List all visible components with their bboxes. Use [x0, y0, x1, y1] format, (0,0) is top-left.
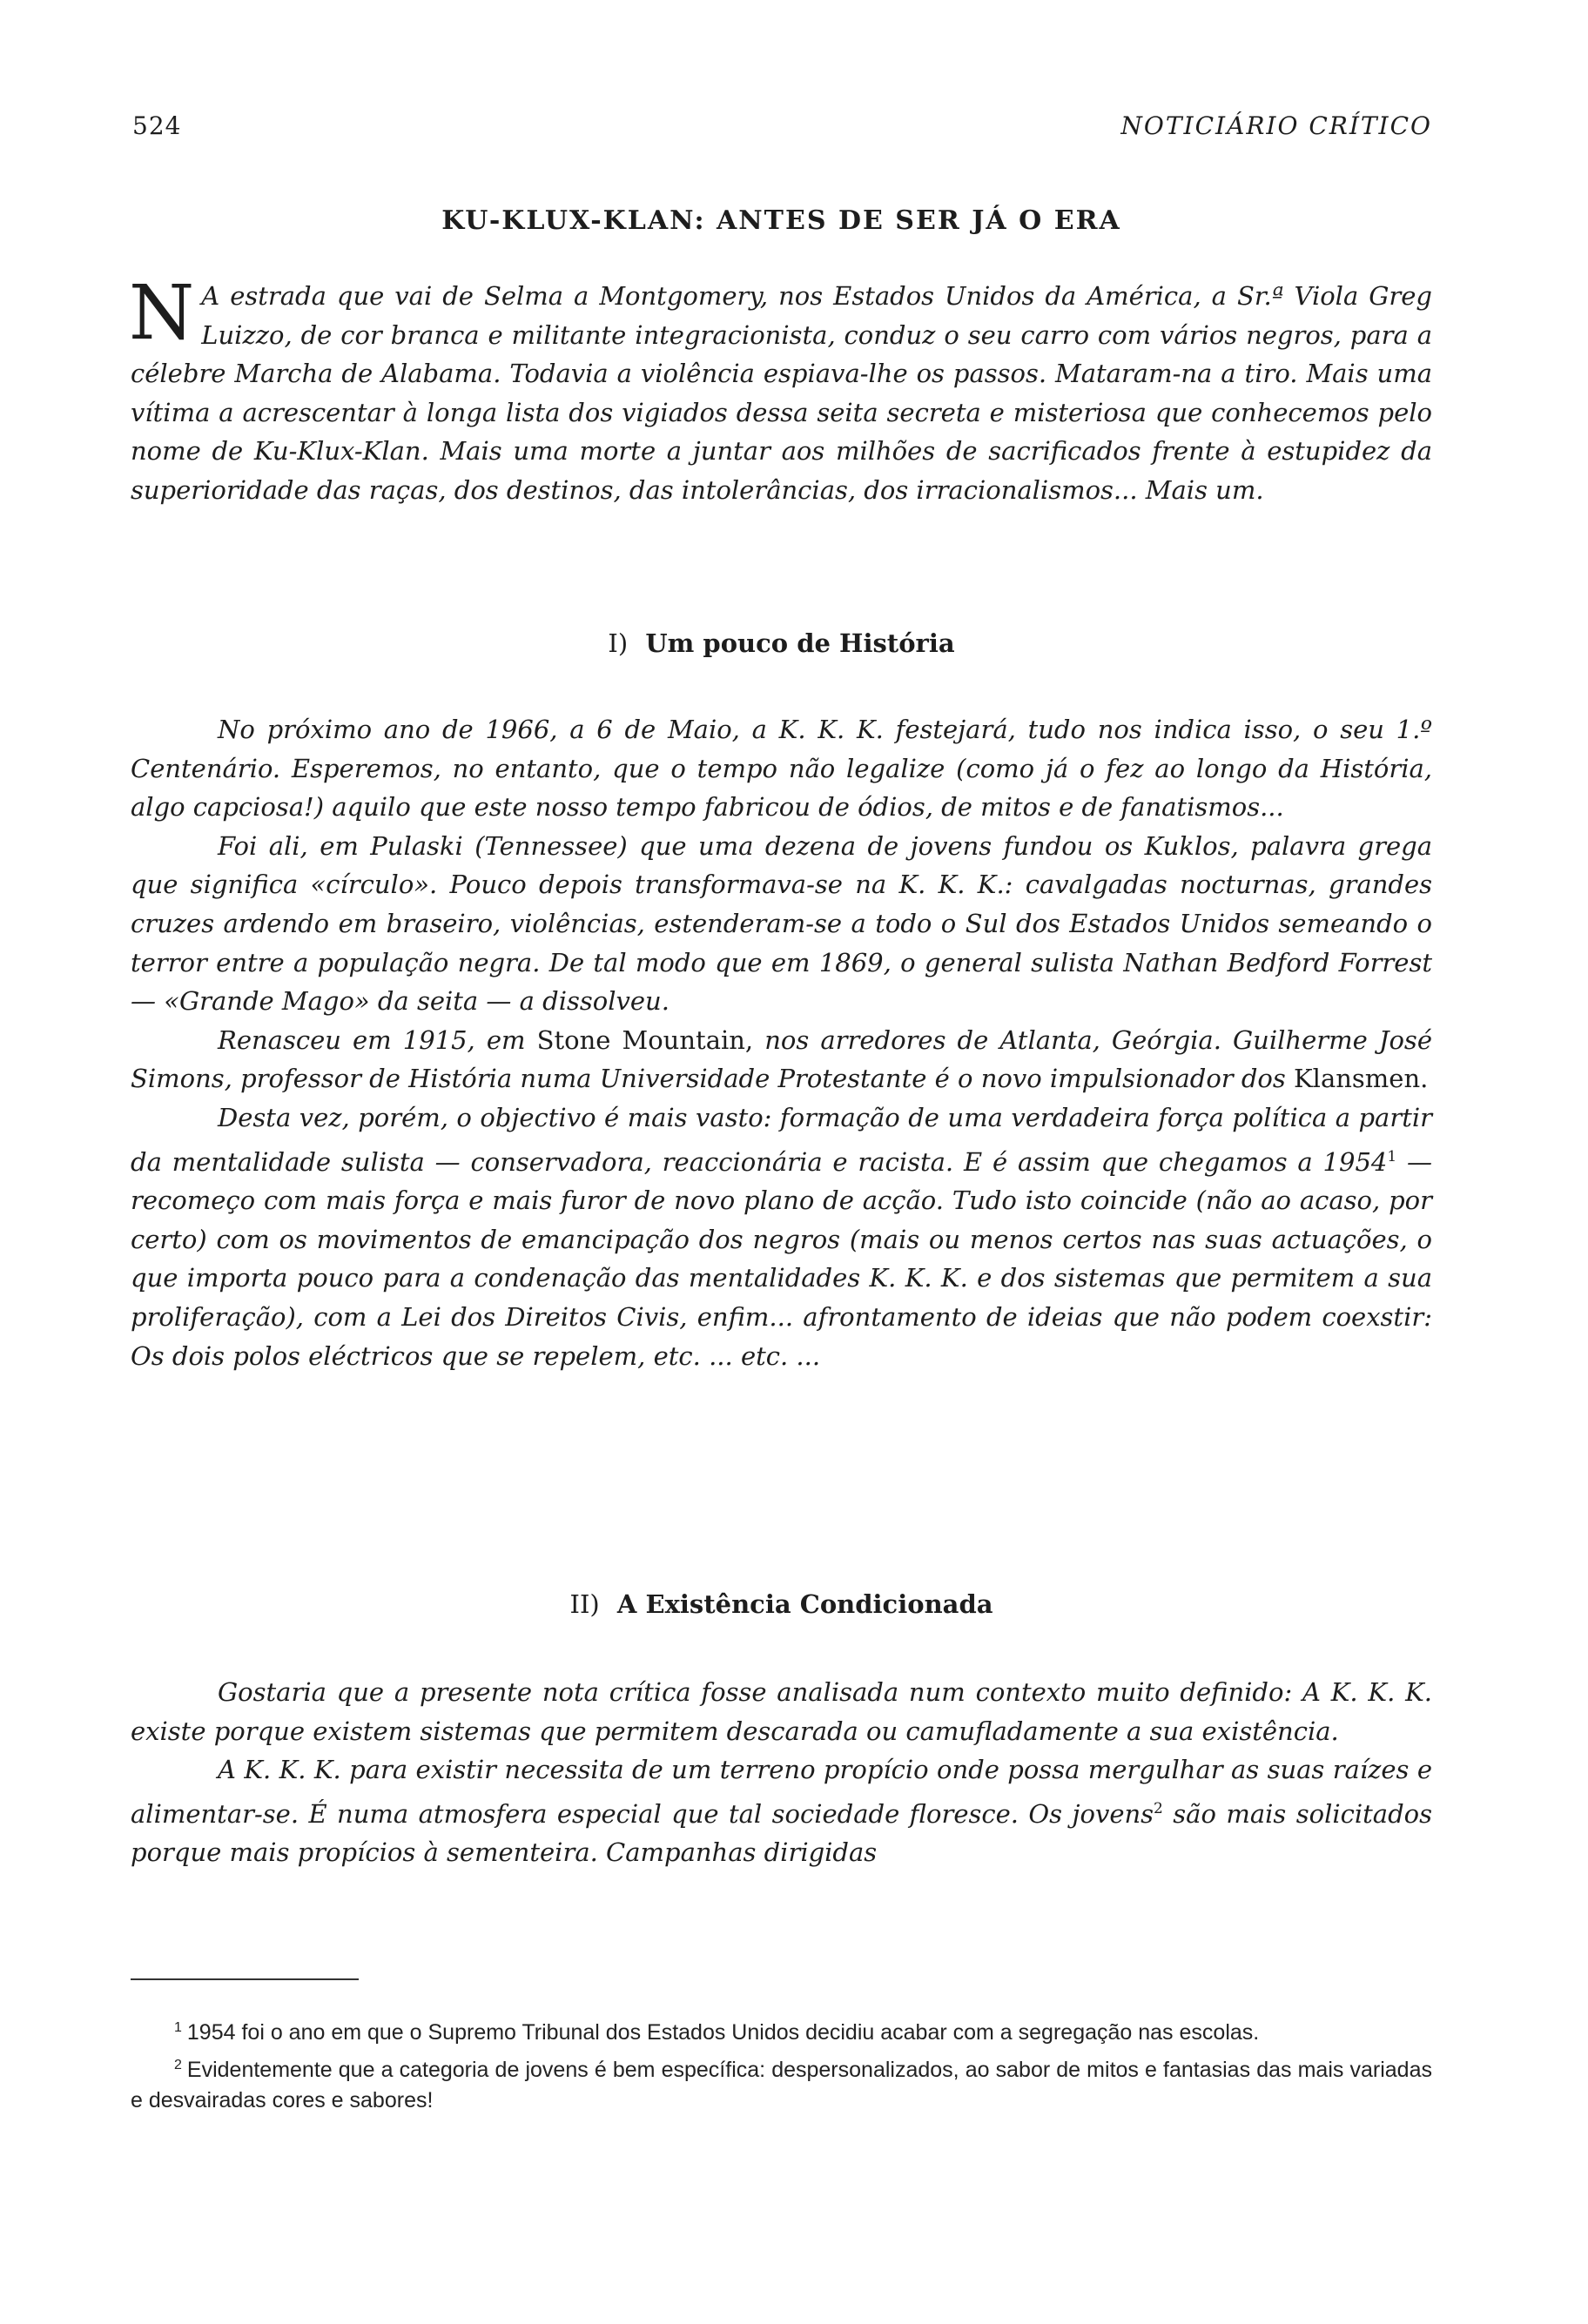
section-title-text: A Existência Condicionada [616, 1589, 993, 1619]
footnotes [131, 2012, 1432, 2118]
text-run-roman: Klansmen. [1294, 1064, 1429, 1094]
footnote-divider [131, 1978, 359, 1980]
footnote-mark: 1 [174, 2020, 182, 2035]
section-heading-1 [131, 628, 1432, 658]
intro-body: A estrada que vai de Selma a Montgomery, nos Estados Unidos da América, a Sr.ª Viola Greg Luizzo, de cor branca e militante integracionista, conduz o seu carro com vários negros, para a célebre Marcha de Alabama. Todavia a violência espiava-lhe os passos. Mataram-na a tiro. Mais uma vítima a acrescentar à longa lista dos vigiados dessa seita secreta e misteriosa que conhecemos pelo nome de Ku-Klux-Klan. Mais uma morte a juntar aos milhões de sacrificados frente à estupidez da superioridade das raças, dos destinos, das intolerâncias, dos irracionalismos... Mais um. [131, 281, 1432, 505]
paragraph: No próximo ano de 1966, a 6 de Maio, a K. K. K. festejará, tudo nos indica isso, o seu 1.º Centenário. Esperemos, no entanto, que o tempo não legalize (como já o fez ao longo da História, algo capciosa!) aquilo que este nosso tempo fabricou de ódios, de mitos e de fanatismos... [131, 715, 1432, 823]
article-title: KU-KLUX-KLAN: ANTES DE SER JÁ O ERA [441, 205, 1121, 236]
text-run: são mais solicitados porque mais propícios à sementeira. Campanhas dirigidas [131, 1798, 1432, 1868]
section-heading-2 [131, 1589, 1432, 1619]
section-1-body [131, 710, 1432, 1375]
section-2-body [131, 1673, 1432, 1872]
footnote-mark: 2 [174, 2058, 182, 2072]
text-run: A K. K. K. para existir necessita de um terreno propício onde possa mergulhar as suas raízes e alimentar-se. É numa atmosfera especial que tal sociedade floresce. Os jovens [131, 1755, 1432, 1829]
footnote-text: Evidentemente que a categoria de jovens é bem específica: despersonalizados, ao sabor de mitos e fantasias das mais variadas e desvairadas cores e sabores! [131, 2058, 1432, 2112]
section-number: I) [608, 628, 629, 658]
text-run: Renasceu em 1915, em [218, 1024, 537, 1055]
document-page [131, 0, 1432, 2324]
page-number: 524 [132, 111, 182, 140]
text-run: — recomeço com mais força e mais furor de novo plano de acção. Tudo isto coincide (não ao acaso, por certo) com os movimentos de emancipação dos negros (mais ou menos certos nas suas actuações, o que importa pouco para a condenação das mentalidades K. K. K. e dos sistemas que permitem a sua proliferação), com a Lei dos Direitos Civis, enfim... afrontamento de ideias que não podem coexstir: Os dois polos eléctricos que se repelem, etc. ... etc. ... [131, 1146, 1432, 1371]
footnote-ref: 2 [1154, 1799, 1163, 1817]
section-title: NOTICIÁRIO CRÍTICO [1120, 111, 1432, 140]
paragraph: Gostaria que a presente nota crítica fosse analisada num contexto muito definido: A K. K. K. existe porque existem sistemas que permitem descarada ou camufladamente a sua existência. [131, 1677, 1432, 1746]
footnote-text: 1954 foi o ano em que o Supremo Tribunal dos Estados Unidos decidiu acabar com a segregação nas escolas. [186, 2020, 1260, 2045]
footnote [131, 2012, 1432, 2048]
paragraph [131, 1750, 1432, 1872]
footnote [131, 2050, 1432, 2116]
paragraph [131, 1021, 1432, 1098]
footnote-ref: 1 [1387, 1147, 1397, 1165]
intro-text [129, 270, 1432, 510]
running-header [131, 111, 1432, 146]
text-run-roman: Stone Mountain, [536, 1024, 754, 1055]
drop-cap: N [129, 270, 195, 357]
section-number: II) [569, 1589, 600, 1619]
paragraph: Foi ali, em Pulaski (Tennessee) que uma dezena de jovens fundou os Kuklos, palavra grega que significa «círculo». Pouco depois transformava-se na K. K. K.: cavalgadas nocturnas, grandes cruzes ardendo em braseiro, violências, estenderam-se a todo o Sul dos Estados Unidos semeando o terror entre a população negra. De tal modo que em 1869, o general sulista Nathan Bedford Forrest — «Grande Mago» da seita — a dissolveu. [131, 830, 1432, 1017]
intro-paragraph [129, 270, 1432, 510]
section-title-text: Um pouco de História [645, 628, 955, 658]
paragraph [131, 1098, 1432, 1375]
text-run: Desta vez, porém, o objectivo é mais vasto: formação de uma verdadeira força política a partir da mentalidade sulista — conservadora, reaccionária e racista. E é assim que chegamos a 1954 [131, 1102, 1432, 1177]
text-run: nos arredores de Atlanta, Geórgia. Guilherme José Simons, professor de História numa Universidade Protestante é o novo impulsionador dos [131, 1024, 1432, 1094]
